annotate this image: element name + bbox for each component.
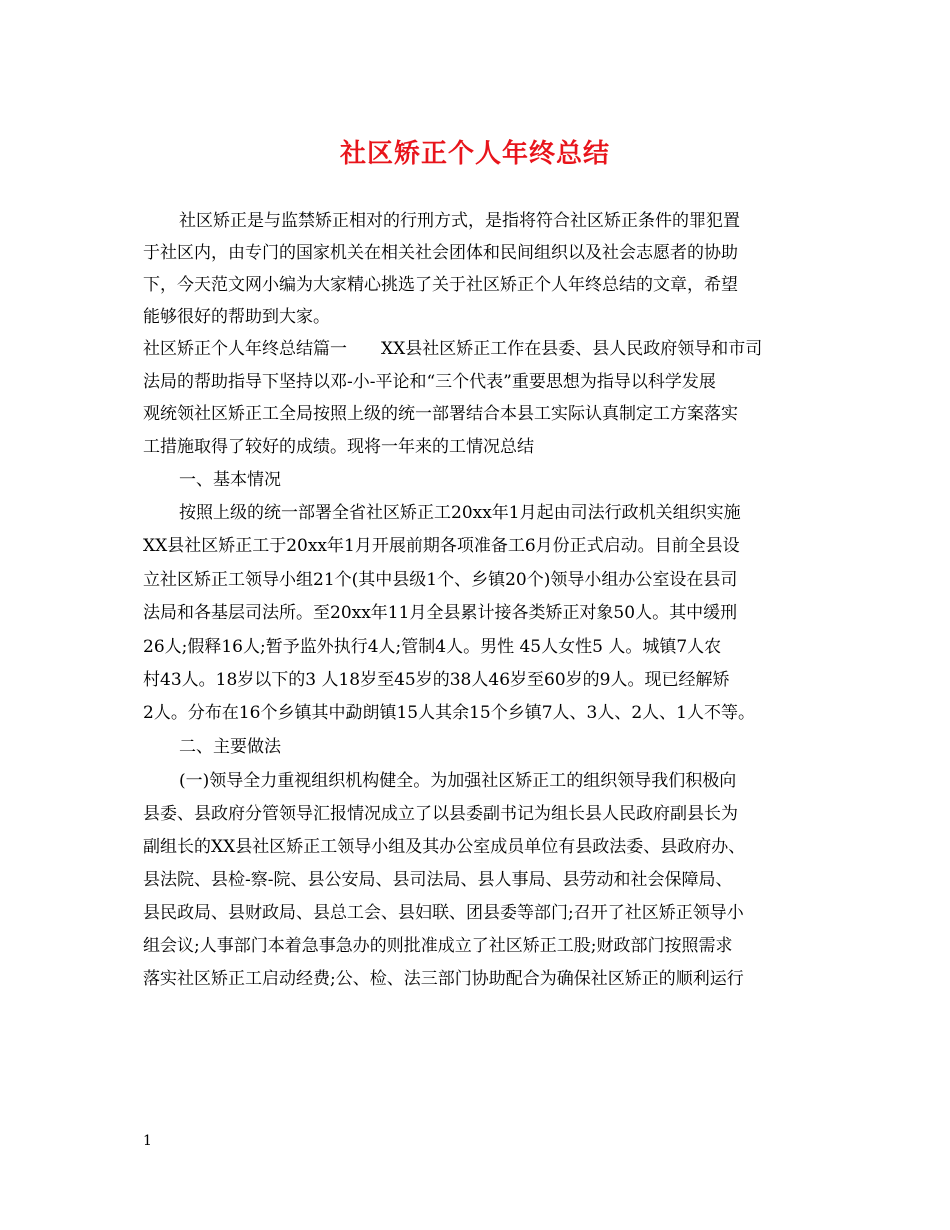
paragraph-line: 副组长的XX县社区矫正工领导小组及其办公室成员单位有县政法委、县政府办、 [143,837,746,857]
section-heading: 一、基本情况 [179,470,281,490]
paragraph-line: 村43人。18岁以下的3 人18岁至45岁的38人46岁至60岁的9人。现已经解矫 [143,670,730,690]
paragraph-line: 于社区内，由专门的国家机关在相关社会团体和民间组织以及社会志愿者的协助 [143,243,738,263]
paragraph-line: 法局的帮助指导下坚持以邓-小-平论和“三个代表”重要思想为指导以科学发展 [143,372,716,392]
paragraph-line: 县法院、县检-察-院、县公安局、县司法局、县人事局、县劳动和社会保障局、 [143,870,733,890]
paragraph-line: 能够很好的帮助到大家。 [143,307,330,327]
paragraph-line: (一)领导全力重视组织机构健全。为加强社区矫正工的组织领导我们积极向 [179,771,737,791]
paragraph-line: 落实社区矫正工启动经费;公、检、法三部门协助配合为确保社区矫正的顺利运行 [143,969,744,989]
paragraph-line: 26人;假释16人;暂予监外执行4人;管制4人。男性 45人女性5 人。城镇7人农 [143,637,722,657]
section-heading: 二、主要做法 [179,737,281,757]
paragraph-line: 下，今天范文网小编为大家精心挑选了关于社区矫正个人年终总结的文章，希望 [143,275,738,295]
paragraph-line: 社区矫正是与监禁矫正相对的行刑方式，是指将符合社区矫正条件的罪犯置 [179,211,740,231]
paragraph-line: 组会议;人事部门本着急事急办的则批准成立了社区矫正工股;财政部门按照需求 [143,936,733,956]
paragraph-line: 工措施取得了较好的成绩。现将一年来的工情况总结 [143,437,534,457]
paragraph-line: 按照上级的统一部署全省社区矫正工20xx年1月起由司法行政机关组织实施 [179,503,741,523]
paragraph-line: 县委、县政府分管领导汇报情况成立了以县委副书记为组长县人民政府副县长为 [143,804,738,824]
paragraph-line: 法局和各基层司法所。至20xx年11月全县累计接各类矫正对象50人。其中缓刑 [143,603,738,623]
paragraph-line: 观统领社区矫正工全局按照上级的统一部署结合本县工实际认真制定工方案落实 [143,404,738,424]
paragraph-line: 2人。分布在16个乡镇其中勐朗镇15人其余15个乡镇7人、3人、2人、1人不等。 [143,703,755,723]
paragraph-line: 社区矫正个人年终总结篇一 XX县社区矫正工作在县委、县人民政府领导和市司 [143,339,763,359]
document-title: 社区矫正个人年终总结 [339,139,610,169]
paragraph-line: 立社区矫正工领导小组21个(其中县级1个、乡镇20个)领导小组办公室设在县司 [143,570,738,590]
paragraph-line: 县民政局、县财政局、县总工会、县妇联、团县委等部门;召开了社区矫正领导小 [143,903,744,923]
paragraph-line: XX县社区矫正工于20xx年1月开展前期各项准备工6月份正式启动。目前全县设 [143,536,740,556]
page-number: 1 [143,1133,152,1149]
